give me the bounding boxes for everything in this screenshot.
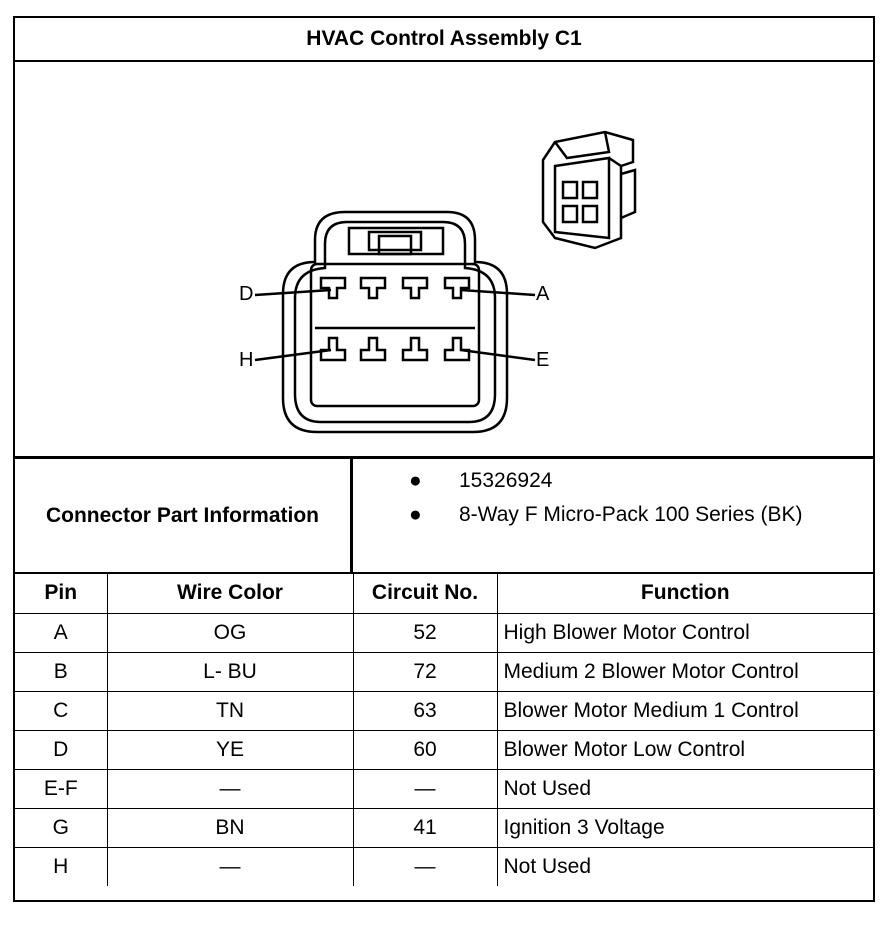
wire-color-cell: YE (107, 730, 353, 769)
pin-cell: D (15, 730, 107, 769)
table-header-row (15, 574, 873, 613)
page-title: HVAC Control Assembly C1 (15, 18, 873, 62)
pin-label-a: A (536, 283, 550, 305)
function-cell: Not Used (497, 847, 873, 886)
part-description-item (409, 503, 802, 527)
wire-color-cell: TN (107, 691, 353, 730)
function-cell: Blower Motor Low Control (497, 730, 873, 769)
header-wire-color: Wire Color (107, 574, 353, 613)
connector-sheet (13, 16, 875, 902)
header-pin: Pin (15, 574, 107, 613)
wire-color-cell: L- BU (107, 652, 353, 691)
pin-label-d: D (239, 283, 254, 305)
bullet-icon: ● (409, 503, 422, 526)
pinout-table (15, 574, 873, 886)
wire-color-cell: OG (107, 613, 353, 652)
circuit-cell: 63 (353, 691, 497, 730)
table-row (15, 769, 873, 808)
table-row (15, 652, 873, 691)
table-row (15, 730, 873, 769)
pin-cell: B (15, 652, 107, 691)
function-cell: Ignition 3 Voltage (497, 808, 873, 847)
part-number-item (409, 469, 552, 493)
table-row (15, 613, 873, 652)
connector-part-info-list (353, 459, 873, 572)
pin-cell: C (15, 691, 107, 730)
connector-diagram (15, 62, 873, 456)
function-cell: Blower Motor Medium 1 Control (497, 691, 873, 730)
circuit-cell: 52 (353, 613, 497, 652)
connector-face-illustration (15, 62, 873, 456)
connector-part-info (15, 456, 873, 574)
wire-color-cell: — (107, 847, 353, 886)
pin-label-h: H (239, 349, 254, 371)
pin-cell: H (15, 847, 107, 886)
circuit-cell: — (353, 769, 497, 808)
circuit-cell: — (353, 847, 497, 886)
circuit-cell: 41 (353, 808, 497, 847)
table-row (15, 691, 873, 730)
wire-color-cell: BN (107, 808, 353, 847)
function-cell: Medium 2 Blower Motor Control (497, 652, 873, 691)
function-cell: High Blower Motor Control (497, 613, 873, 652)
circuit-cell: 60 (353, 730, 497, 769)
pin-cell: E-F (15, 769, 107, 808)
header-circuit-no: Circuit No. (353, 574, 497, 613)
pin-label-e: E (536, 349, 550, 371)
table-row (15, 847, 873, 886)
wire-color-cell: — (107, 769, 353, 808)
connector-part-info-label: Connector Part Information (15, 459, 353, 572)
circuit-cell: 72 (353, 652, 497, 691)
part-number: 15326924 (459, 469, 553, 492)
bullet-icon: ● (409, 469, 422, 492)
header-function: Function (497, 574, 873, 613)
pin-cell: A (15, 613, 107, 652)
table-row (15, 808, 873, 847)
part-description: 8-Way F Micro-Pack 100 Series (BK) (459, 503, 803, 526)
pin-cell: G (15, 808, 107, 847)
function-cell: Not Used (497, 769, 873, 808)
